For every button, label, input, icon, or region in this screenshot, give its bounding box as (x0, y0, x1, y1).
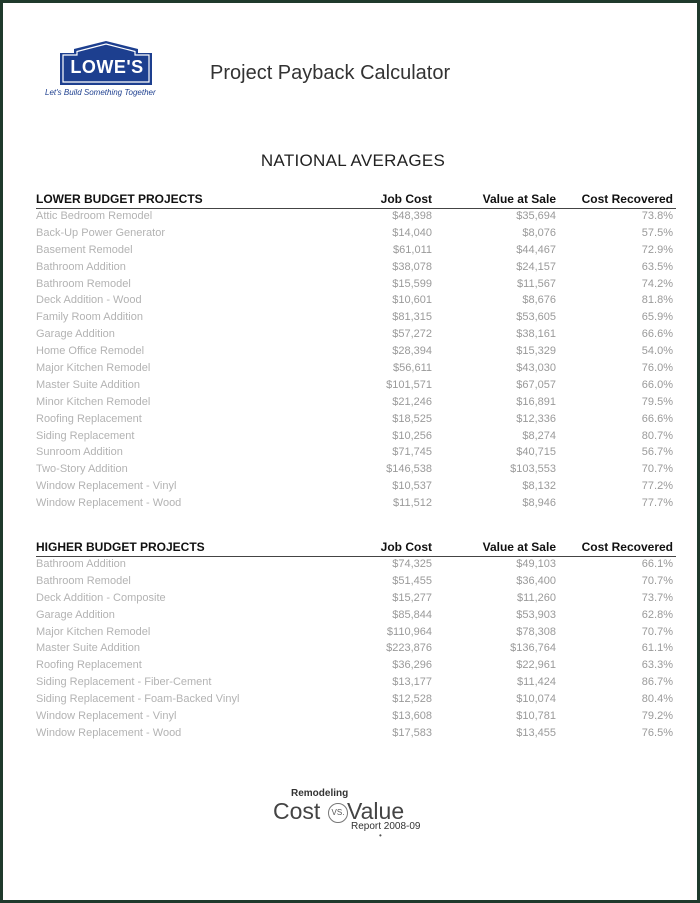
job-cost-cell: $13,608 (392, 710, 432, 723)
value-at-sale-cell: $13,455 (516, 726, 556, 739)
vs-badge: VS. (328, 803, 348, 823)
cost-recovered-cell: 54.0% (641, 345, 673, 358)
table-row (36, 558, 676, 575)
project-name: Minor Kitchen Remodel (36, 395, 151, 408)
cost-recovered-cell: 63.5% (641, 260, 673, 273)
table-row (36, 575, 676, 592)
table-row (36, 446, 676, 463)
table-row (36, 362, 676, 379)
cost-recovered-cell: 77.7% (641, 497, 673, 510)
job-cost-cell: $12,528 (392, 693, 432, 706)
value-at-sale-cell: $11,424 (517, 676, 556, 689)
job-cost-cell: $146,538 (386, 463, 432, 476)
value-at-sale-cell: $136,764 (510, 642, 556, 655)
value-at-sale-cell: $103,553 (510, 463, 556, 476)
table-row (36, 311, 676, 328)
table-row (36, 227, 676, 244)
project-name: Two-Story Addition (36, 463, 128, 476)
table-row (36, 676, 676, 693)
project-name: Roofing Replacement (36, 412, 142, 425)
cost-recovered-cell: 81.8% (641, 294, 673, 307)
higher-budget-table (36, 540, 676, 744)
value-at-sale-cell: $10,781 (516, 710, 556, 723)
cost-recovered-cell: 79.5% (641, 395, 673, 408)
value-at-sale-cell: $49,103 (516, 558, 556, 570)
cost-recovered-header: Cost Recovered (581, 192, 673, 206)
cost-recovered-cell: 66.6% (641, 412, 673, 425)
value-at-sale-cell: $67,057 (516, 378, 556, 391)
value-at-sale-cell: $8,676 (522, 294, 556, 307)
table-row (36, 642, 676, 659)
table-row (36, 396, 676, 413)
cost-recovered-cell: 76.5% (641, 726, 673, 739)
job-cost-cell: $74,325 (392, 558, 432, 570)
job-cost-cell: $18,525 (392, 412, 432, 425)
value-at-sale-cell: $35,694 (516, 210, 556, 222)
project-name: Back-Up Power Generator (36, 226, 165, 239)
job-cost-cell: $56,611 (393, 362, 432, 375)
value-at-sale-header: Value at Sale (482, 540, 556, 554)
value-at-sale-cell: $8,132 (522, 480, 556, 493)
cost-recovered-cell: 66.0% (641, 378, 673, 391)
value-at-sale-cell: $40,715 (516, 446, 556, 459)
cost-recovered-cell: 56.7% (641, 446, 673, 459)
project-name: Window Replacement - Vinyl (36, 480, 177, 493)
cost-recovered-cell: 76.0% (641, 362, 673, 375)
project-name: Garage Addition (36, 608, 115, 621)
table-row (36, 727, 676, 744)
value-at-sale-cell: $38,161 (516, 328, 556, 341)
value-at-sale-cell: $24,157 (516, 260, 556, 273)
table-row (36, 244, 676, 261)
project-name: Garage Addition (36, 328, 115, 341)
cost-recovered-cell: 62.8% (641, 608, 673, 621)
higher-budget-header (36, 540, 676, 557)
table-row (36, 659, 676, 676)
project-name: Attic Bedroom Remodel (36, 210, 153, 222)
cost-recovered-cell: 70.7% (641, 463, 673, 476)
job-cost-cell: $81,315 (392, 311, 432, 324)
cost-recovered-cell: 72.9% (641, 243, 673, 256)
table-row (36, 480, 676, 497)
project-name: Window Replacement - Wood (36, 497, 182, 510)
project-name: Bathroom Remodel (36, 277, 131, 290)
value-at-sale-cell: $53,903 (516, 608, 556, 621)
value-at-sale-cell: $11,567 (517, 277, 556, 290)
job-cost-header: Job Cost (380, 192, 432, 206)
cost-recovered-cell: 79.2% (641, 710, 673, 723)
value-at-sale-cell: $8,946 (522, 497, 556, 510)
table-row (36, 210, 676, 227)
value-at-sale-header: Value at Sale (482, 192, 556, 206)
lower-budget-header (36, 192, 676, 209)
job-cost-cell: $17,583 (392, 726, 432, 739)
cost-recovered-cell: 74.2% (641, 277, 673, 290)
job-cost-cell: $85,844 (392, 608, 432, 621)
project-name: Window Replacement - Wood (36, 726, 182, 739)
job-cost-cell: $38,078 (392, 260, 432, 273)
project-name: Bathroom Addition (36, 260, 126, 273)
table-row (36, 626, 676, 643)
job-cost-cell: $57,272 (392, 328, 432, 341)
logo-wordmark: LOWE'S (70, 57, 144, 77)
value-at-sale-cell: $36,400 (516, 574, 556, 587)
project-name: Major Kitchen Remodel (36, 362, 151, 375)
cost-recovered-cell: 73.8% (641, 210, 673, 222)
job-cost-cell: $71,745 (392, 446, 432, 459)
cost-recovered-cell: 70.7% (641, 574, 673, 587)
project-name: Bathroom Remodel (36, 574, 131, 587)
project-name: Siding Replacement (36, 429, 135, 442)
project-name: Deck Addition - Wood (36, 294, 142, 307)
table-row (36, 345, 676, 362)
project-name: Roofing Replacement (36, 659, 142, 672)
table-row (36, 294, 676, 311)
table-row (36, 497, 676, 514)
project-name: Home Office Remodel (36, 345, 145, 358)
table-row (36, 430, 676, 447)
higher-budget-title: HIGHER BUDGET PROJECTS (36, 540, 205, 554)
job-cost-cell: $110,964 (386, 625, 432, 638)
value-at-sale-cell: $8,274 (522, 429, 556, 442)
cost-recovered-cell: 66.6% (641, 328, 673, 341)
table-row (36, 328, 676, 345)
job-cost-cell: $14,040 (392, 226, 432, 239)
value-at-sale-cell: $22,961 (516, 659, 556, 672)
table-row (36, 278, 676, 295)
job-cost-cell: $48,398 (392, 210, 432, 222)
table-row (36, 609, 676, 626)
project-name: Major Kitchen Remodel (36, 625, 151, 638)
project-name: Sunroom Addition (36, 446, 123, 459)
table-row (36, 592, 676, 609)
job-cost-cell: $13,177 (392, 676, 432, 689)
job-cost-cell: $11,512 (393, 497, 432, 510)
project-name: Deck Addition - Composite (36, 591, 166, 604)
logo-tagline: Let's Build Something Together (45, 88, 156, 97)
job-cost-cell: $223,876 (386, 642, 432, 655)
cost-word: Cost (273, 798, 321, 824)
job-cost-cell: $10,256 (392, 429, 432, 442)
job-cost-cell: $28,394 (392, 345, 432, 358)
job-cost-cell: $61,011 (393, 243, 432, 256)
cost-recovered-cell: 63.3% (641, 659, 673, 672)
cost-recovered-header: Cost Recovered (581, 540, 673, 554)
higher-budget-rows (36, 558, 676, 744)
lower-budget-table (36, 192, 676, 514)
value-at-sale-cell: $44,467 (516, 243, 556, 256)
value-at-sale-cell: $11,260 (517, 591, 556, 604)
value-word: Value (347, 798, 405, 824)
cost-recovered-cell: 70.7% (641, 625, 673, 638)
project-name: Bathroom Addition (36, 558, 126, 570)
project-name: Master Suite Addition (36, 642, 140, 655)
project-name: Basement Remodel (36, 243, 133, 256)
cost-vs-value-logo (271, 785, 441, 845)
job-cost-cell: $101,571 (386, 378, 432, 391)
table-row (36, 379, 676, 396)
cost-recovered-cell: 77.2% (641, 480, 673, 493)
lower-budget-rows (36, 210, 676, 514)
footer-dot: • (379, 831, 382, 840)
cost-recovered-cell: 57.5% (641, 226, 673, 239)
project-name: Window Replacement - Vinyl (36, 710, 177, 723)
report-year: Report 2008-09 (351, 821, 421, 832)
project-name: Siding Replacement - Foam-Backed Vinyl (36, 693, 240, 706)
project-name: Family Room Addition (36, 311, 143, 324)
job-cost-header: Job Cost (380, 540, 432, 554)
cost-recovered-cell: 86.7% (641, 676, 673, 689)
value-at-sale-cell: $8,076 (522, 226, 556, 239)
cost-recovered-cell: 61.1% (641, 642, 673, 655)
table-row (36, 693, 676, 710)
value-at-sale-cell: $12,336 (516, 412, 556, 425)
cost-recovered-cell: 80.4% (641, 693, 673, 706)
table-row (36, 413, 676, 430)
cost-recovered-cell: 65.9% (641, 311, 673, 324)
document-page (3, 3, 697, 900)
table-row (36, 261, 676, 278)
project-name: Siding Replacement - Fiber-Cement (36, 676, 212, 689)
table-row (36, 463, 676, 480)
lower-budget-title: LOWER BUDGET PROJECTS (36, 192, 203, 206)
value-at-sale-cell: $78,308 (516, 625, 556, 638)
value-at-sale-cell: $16,891 (516, 395, 556, 408)
job-cost-cell: $10,537 (392, 480, 432, 493)
document-title: Project Payback Calculator (210, 62, 451, 84)
value-at-sale-cell: $43,030 (516, 362, 556, 375)
project-name: Master Suite Addition (36, 378, 140, 391)
job-cost-cell: $21,246 (392, 395, 432, 408)
value-at-sale-cell: $53,605 (516, 311, 556, 324)
job-cost-cell: $15,277 (392, 591, 432, 604)
job-cost-cell: $15,599 (392, 277, 432, 290)
section-subtitle: NATIONAL AVERAGES (260, 151, 446, 170)
cost-recovered-cell: 66.1% (641, 558, 673, 570)
lowes-logo (45, 41, 167, 99)
remodeling-label: Remodeling (291, 788, 349, 799)
job-cost-cell: $36,296 (392, 659, 432, 672)
cost-recovered-cell: 73.7% (641, 591, 673, 604)
value-at-sale-cell: $10,074 (516, 693, 556, 706)
cost-recovered-cell: 80.7% (641, 429, 673, 442)
job-cost-cell: $10,601 (392, 294, 432, 307)
job-cost-cell: $51,455 (392, 574, 432, 587)
table-row (36, 710, 676, 727)
value-at-sale-cell: $15,329 (516, 345, 556, 358)
